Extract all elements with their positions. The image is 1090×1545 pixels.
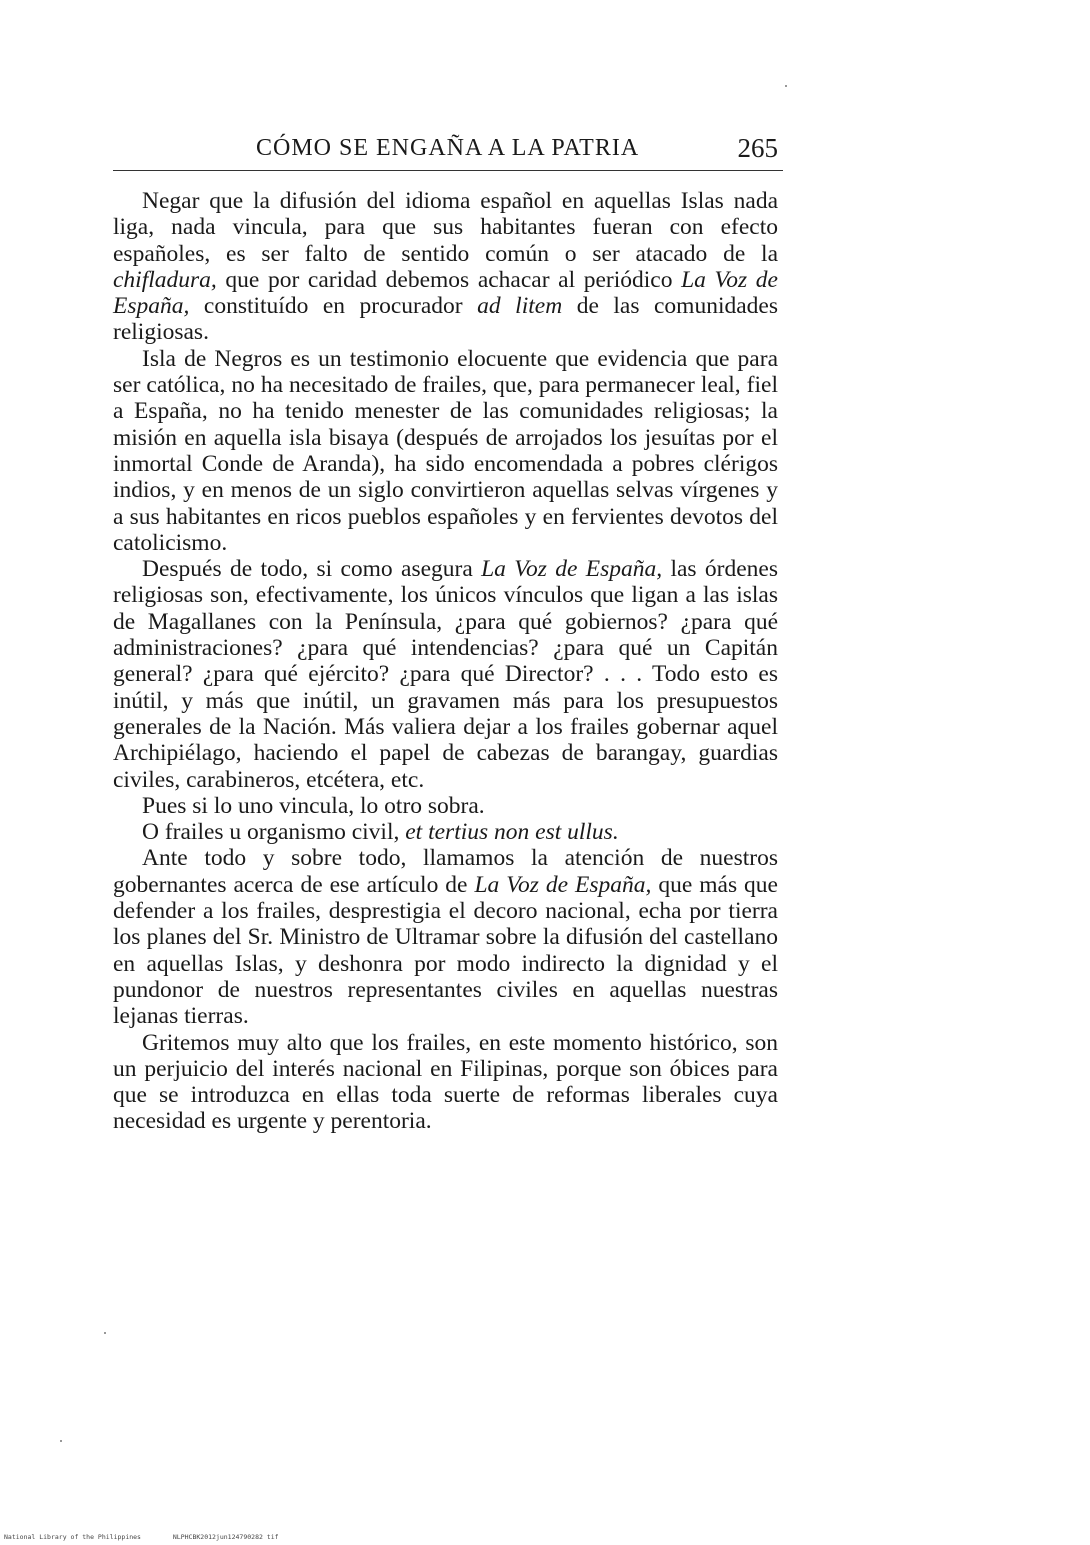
running-head (113, 130, 778, 170)
text-run: las órdenes religiosas son, efectivamente, los únicos vínculos que ligan a las islas de Magallanes con la Península, ¿para qué gobiernos? ¿para qué administraciones? ¿para qué intendencias? ¿para qué un Capitán general? ¿para qué ejército? ¿para qué Director? . . . Todo esto es inútil, y más que inútil, un gravamen más para los presupuestos generales de la Nación. Más valiera dejar a los frailes gobernar aquel Archipiélago, haciendo el papel de cabezas de barangay, guardias civiles, carabineros, etcétera, etc. (113, 556, 778, 793)
italic-run: La Voz de España, (474, 871, 652, 898)
text-run: constituído en procurador (189, 293, 478, 320)
text-run: que por caridad debemos achacar al periódico (216, 266, 682, 293)
scan-file-id: NLPHCBK2012jun124790282 tif (172, 1533, 279, 1541)
text-run: Isla de Negros es un testimonio elocuente que evidencia que para ser católica, no ha necesitado de frailes, que, para permanecer leal, fiel a España, no ha tenido menester de las comunidades religiosas; la misión en aquella isla bisaya (después de arrojados los jesuítas por el inmortal Conde de Aranda), ha sido encomendada a pobres clérigos indios, y en menos de un siglo convirtieron aquellas selvas vírgenes y a sus habitantes en ricos pueblos españoles y en fervientes devotos del catolicismo. (113, 345, 778, 556)
paragraph (113, 188, 778, 346)
paragraph (113, 793, 778, 819)
italic-run: et tertius non est ullus. (405, 819, 619, 846)
paragraph (113, 819, 778, 845)
text-run: Ante todo y sobre todo, llamamos la atención de nuestros gobernantes acerca de ese artículo de (113, 845, 778, 898)
body-text (113, 188, 778, 1135)
paragraph (113, 1030, 778, 1135)
header-rule (113, 170, 783, 171)
scan-library-label: National Library of the Philippines (4, 1533, 141, 1541)
text-run: O frailes u organismo civil, (142, 819, 406, 846)
paragraph (113, 346, 778, 556)
italic-run: chifladura, (113, 266, 217, 293)
text-run: Pues si lo uno vincula, lo otro sobra. (142, 792, 485, 819)
text-run: que más que defender a los frailes, desprestigia el decoro nacional, echa por tierra los planes del Sr. Ministro de Ultramar sobre la difusión del castellano en aquellas Islas, y deshonra por modo indirecto la dignidad y el pundonor de nuestros representantes civiles en aquellas nuestras lejanas tierras. (113, 871, 778, 1030)
scan-footer (4, 1533, 307, 1541)
scan-speck (104, 1332, 106, 1334)
paragraph (113, 845, 778, 1029)
running-title: CÓMO SE ENGAÑA A LA PATRIA (256, 135, 640, 161)
italic-run: ad litem (477, 293, 563, 320)
scan-speck (60, 1440, 62, 1442)
text-run: Negar que la difusión del idioma español en aquellas Islas nada liga, nada vincula, para que sus habitantes fueran con efecto españoles, es ser falto de sentido común o ser atacado de la (113, 188, 778, 267)
text-run: Después de todo, si como asegura (142, 556, 482, 583)
page-number: 265 (737, 133, 778, 163)
text-run: Gritemos muy alto que los frailes, en este momento histórico, son un perjuicio del interés nacional en Filipinas, porque son óbices para que se introduzca en ellas toda suerte de reformas liberales cuya necesidad es urgente y perentoria. (113, 1029, 778, 1135)
paragraph (113, 556, 778, 793)
italic-run: La Voz de España, (113, 266, 778, 320)
italic-run: La Voz de España, (481, 556, 663, 583)
text-run: de las comunidades religiosas. (113, 293, 778, 346)
scan-speck (785, 85, 787, 87)
